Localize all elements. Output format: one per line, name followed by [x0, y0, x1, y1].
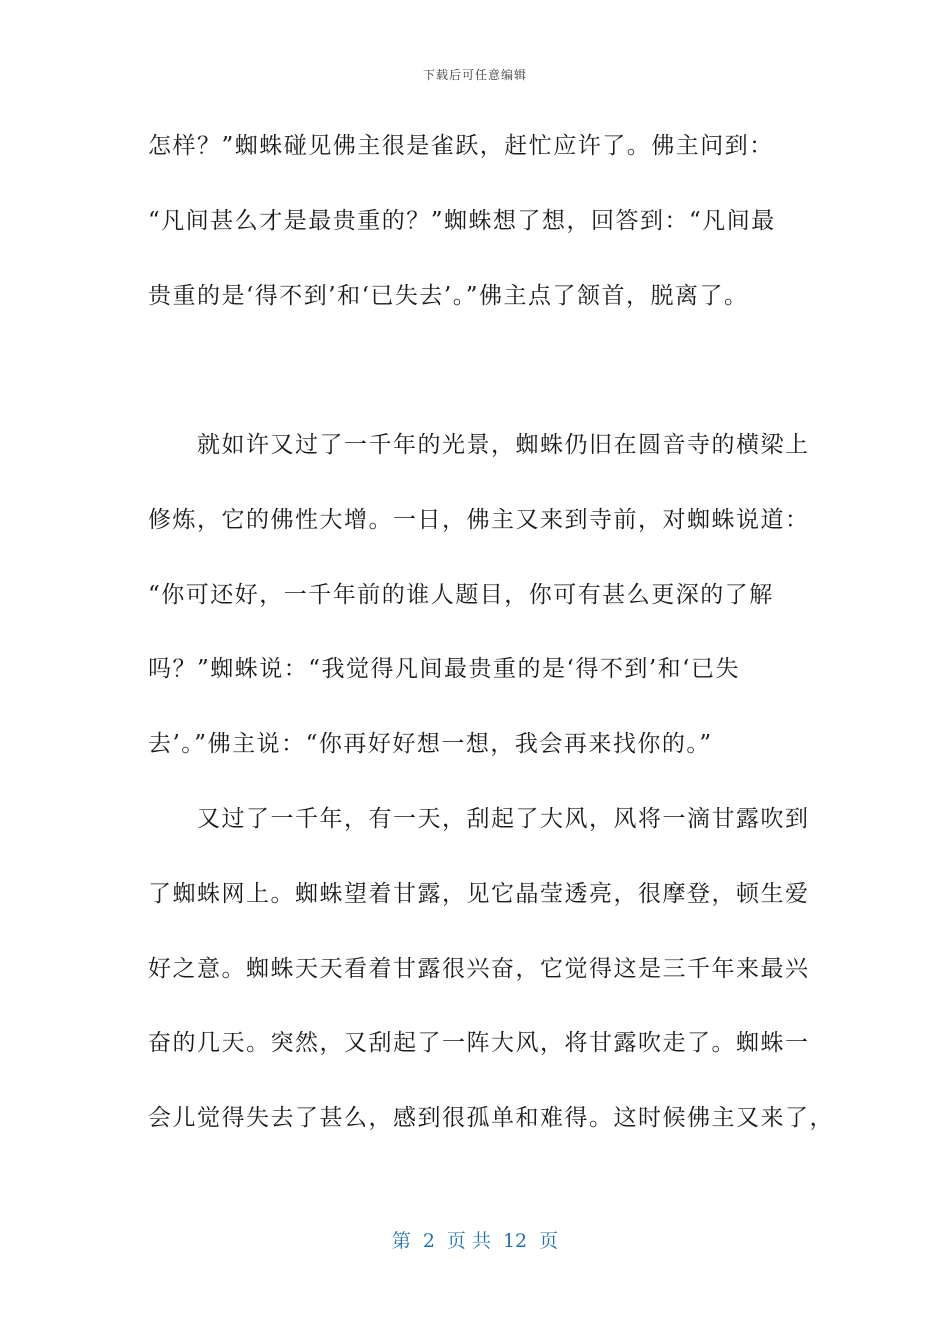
text-line: “凡间甚么才是最贵重的？”蜘蛛想了想，回答到：“凡间最 — [148, 208, 776, 234]
text-line: 贵重的是‘得不到’和‘已失去’。”佛主点了颔首，脱离了。 — [148, 283, 749, 309]
text-line: 修炼，它的佛性大增。一日，佛主又来到寺前，对蜘蛛说道： — [148, 507, 810, 533]
text-line: “你可还好，一千年前的谁人题目，你可有甚么更深的了解 — [148, 582, 774, 608]
page-footer — [0, 1226, 950, 1253]
text-line: 又过了一千年，有一天，刮起了大风，风将一滴甘露吹到 — [148, 806, 810, 832]
page-header: 下载后可任意编辑 — [422, 68, 527, 82]
text-line: 去’。”佛主说：“你再好好想一想，我会再来找你的。” — [148, 731, 713, 757]
text-line: 吗？”蜘蛛说：“我觉得凡间最贵重的是‘得不到’和‘已失 — [148, 656, 740, 682]
text-line: 怎样？”蜘蛛碰见佛主很是雀跃，赶忙应许了。佛主问到： — [148, 133, 774, 159]
footer-suffix: 页 — [539, 1230, 559, 1252]
footer-total-pages: 12 — [502, 1230, 528, 1252]
footer-middle: 页 共 — [446, 1230, 491, 1252]
footer-prefix: 第 — [391, 1230, 411, 1252]
text-line: 好之意。蜘蛛天天看着甘露很兴奋，它觉得这是三千年来最兴 — [148, 956, 810, 982]
footer-page-number: 2 — [422, 1230, 435, 1252]
text-line: 奋的几天。突然，又刮起了一阵大风，将甘露吹走了。蜘蛛一 — [148, 1030, 810, 1056]
text-line: 会儿觉得失去了甚么，感到很孤单和难得。这时候佛主又来了， — [148, 1105, 834, 1131]
text-line: 了蜘蛛网上。蜘蛛望着甘露，见它晶莹透亮，很摩登，顿生爱 — [148, 881, 810, 907]
text-line: 就如许又过了一千年的光景，蜘蛛仍旧在圆音寺的横梁上 — [148, 432, 810, 458]
